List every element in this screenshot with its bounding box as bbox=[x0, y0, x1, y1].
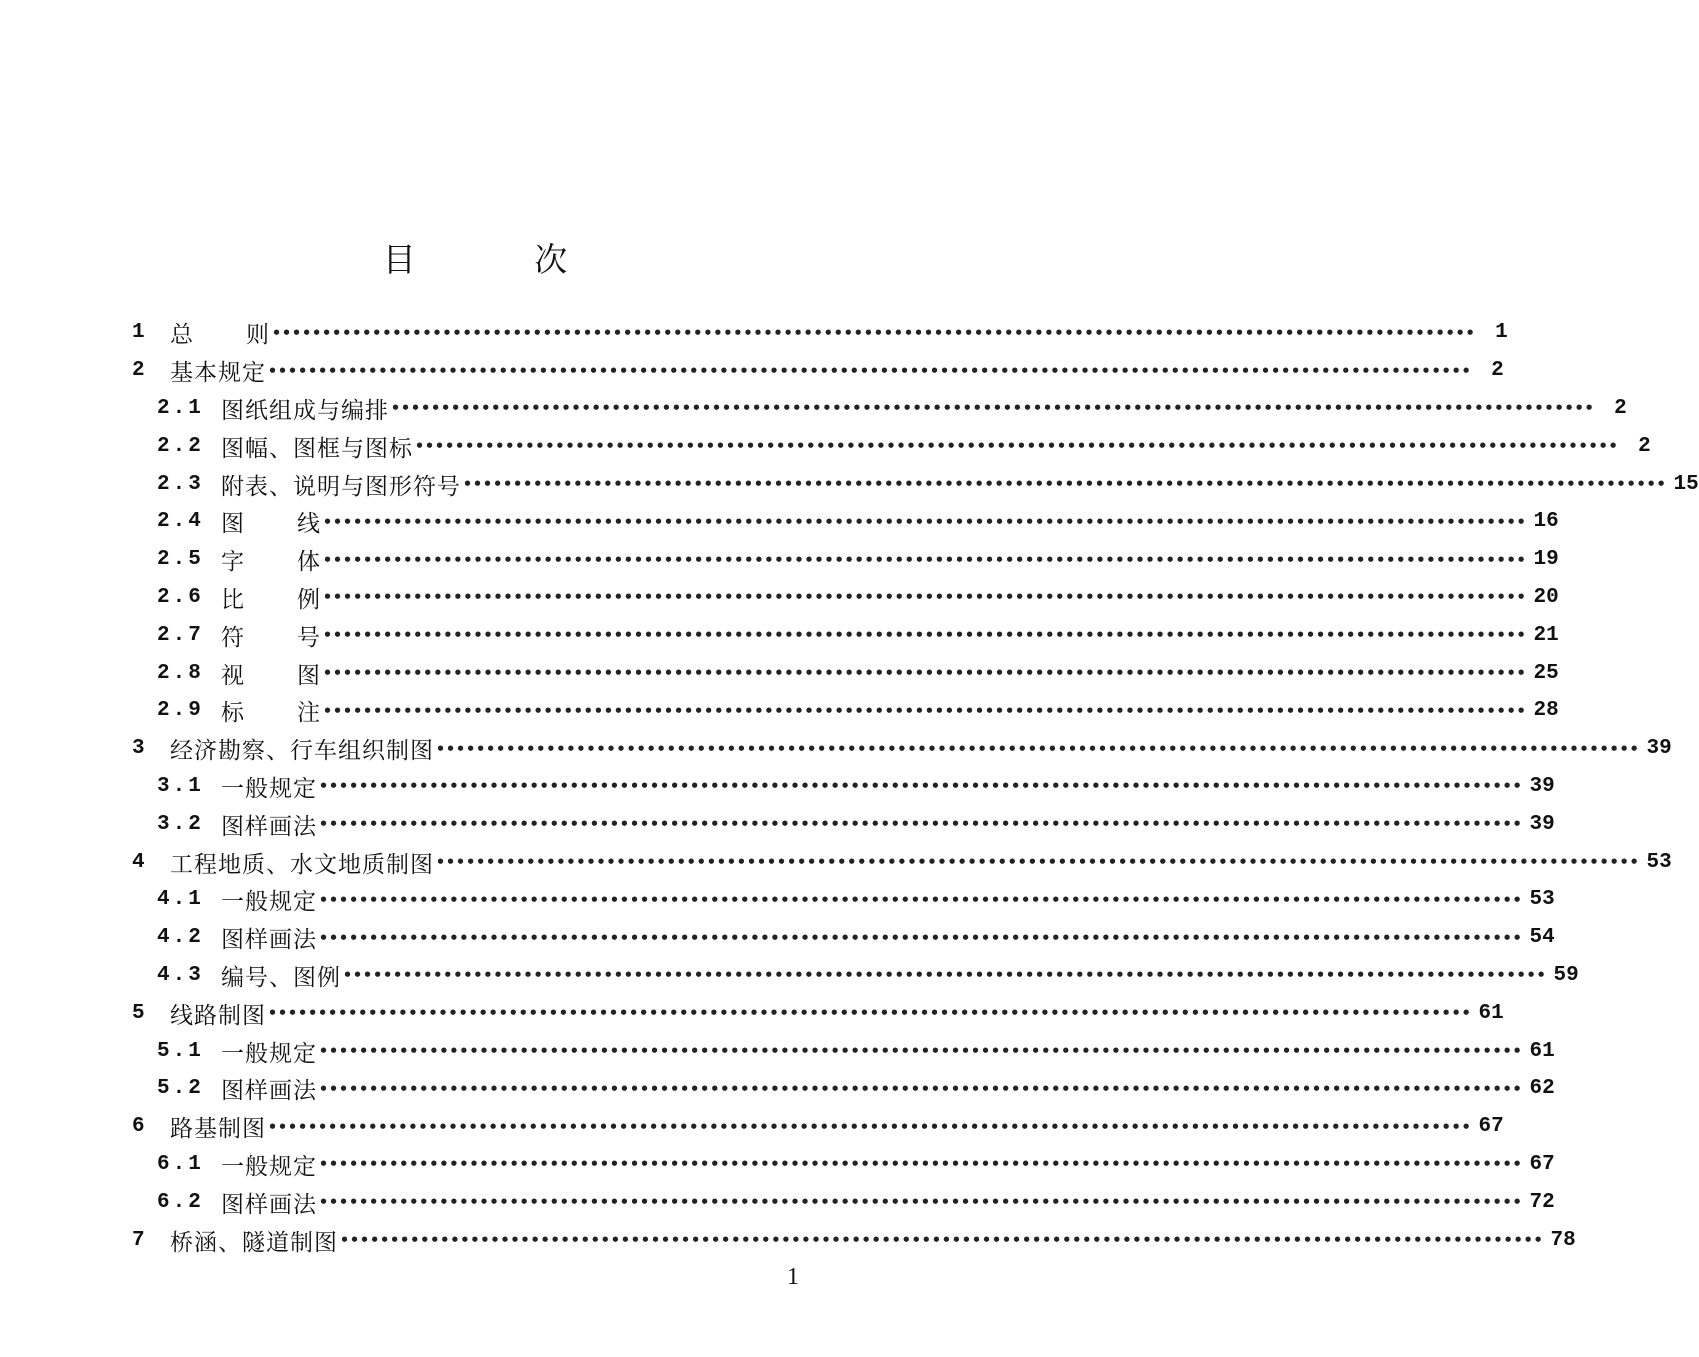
toc-entry-number: 3.2 bbox=[157, 812, 204, 836]
toc-leader-dots: •••••••••••••••••••••••••••••••••••••••••••••••••••••••••••••••••••••••••••••••••••••••••••••••••••••••••••••••••••••••• bbox=[319, 1193, 1523, 1212]
toc-entry-page: 19 bbox=[1533, 548, 1559, 572]
toc-entry-number: 6.2 bbox=[157, 1190, 204, 1214]
toc-entry-page: 39 bbox=[1529, 812, 1555, 836]
toc-entry-number: 5 bbox=[132, 1001, 148, 1025]
toc-leader-dots: •••••••••••••••••••••••••••••••••••••••••••••••••••••••••••••••••••••••••••••••••••••••••••••••••••••••••••••••••••••••• bbox=[323, 588, 1527, 607]
toc-entry-title: 视 图 bbox=[221, 662, 321, 689]
toc-leader-dots: •••••••••••••••••••••••••••••••••••••••••••••••••••••••••••••••••••••••••••••••••••••••••••••••••••••••••••••••••••••••• bbox=[319, 890, 1523, 909]
toc-entry-title: 图幅、图框与图标 bbox=[221, 435, 413, 462]
toc-leader-dots: •••••••••••••••••••••••••••••••••••••••••••••••••••••••••••••••••••••••••••••••••••••••••••••••••••••••••••••••••••••••• bbox=[323, 550, 1527, 569]
toc-entry[interactable] bbox=[132, 352, 1504, 390]
toc-entry-number: 3 bbox=[132, 737, 148, 761]
toc-entry-page: 15 bbox=[1673, 472, 1699, 496]
toc-entry-page: 54 bbox=[1529, 926, 1555, 950]
toc-entry[interactable] bbox=[132, 692, 1559, 730]
toc-entry-page: 25 bbox=[1533, 661, 1559, 685]
page-number: 1 bbox=[787, 1264, 799, 1290]
toc-entry-title: 标 注 bbox=[221, 700, 321, 727]
toc-entry-title: 线路制图 bbox=[170, 1002, 266, 1029]
toc-entry-page: 20 bbox=[1533, 585, 1559, 609]
toc-entry-number: 4.3 bbox=[157, 963, 204, 987]
toc-entry-title: 编号、图例 bbox=[221, 964, 341, 991]
toc-entry-number: 2.8 bbox=[157, 661, 204, 685]
toc-entry-page: 16 bbox=[1533, 510, 1559, 534]
toc-entry-number: 2 bbox=[132, 359, 148, 383]
toc-entry-page: 2 bbox=[1638, 434, 1651, 458]
toc-entry[interactable] bbox=[132, 1108, 1504, 1146]
toc-entry[interactable] bbox=[132, 1032, 1555, 1070]
toc-entry-page: 67 bbox=[1478, 1115, 1504, 1139]
toc-entry[interactable] bbox=[132, 616, 1559, 654]
toc-entry-page: 62 bbox=[1529, 1077, 1555, 1101]
toc-entry-page: 2 bbox=[1614, 396, 1627, 420]
toc-entry-title: 总 则 bbox=[170, 322, 270, 349]
toc-entry-title: 一般规定 bbox=[221, 1153, 317, 1180]
toc-entry-title: 经济勘察、行车组织制图 bbox=[170, 738, 434, 765]
toc-entry-title: 附表、说明与图形符号 bbox=[221, 473, 461, 500]
toc-entry-page: 39 bbox=[1646, 737, 1672, 761]
toc-entry-title: 字 体 bbox=[221, 549, 321, 576]
toc-entry-page: 53 bbox=[1646, 850, 1672, 874]
toc-leader-dots: •••••••••••••••••••••••••••••••••••••••••••••••••••••••••••••••••••••••••••••••••••••••••••••••••••••••••••••••••••••••• bbox=[415, 437, 1619, 456]
toc-leader-dots: •••••••••••••••••••••••••••••••••••••••••••••••••••••••••••••••••••••••••••••••••••••••••••••••••••••••••••••••••••••••• bbox=[436, 739, 1640, 758]
toc-entry-page: 61 bbox=[1529, 1039, 1555, 1063]
toc-entry[interactable] bbox=[132, 994, 1504, 1032]
toc-leader-dots: •••••••••••••••••••••••••••••••••••••••••••••••••••••••••••••••••••••••••••••••••••••••••••••••••••••••••••••••••••••••• bbox=[323, 626, 1527, 645]
toc-entry-title: 工程地质、水文地质制图 bbox=[170, 851, 434, 878]
toc-entry-number: 7 bbox=[132, 1228, 148, 1252]
toc-entry-number: 5.1 bbox=[157, 1039, 204, 1063]
toc-entry-page: 72 bbox=[1529, 1190, 1555, 1214]
toc-entry[interactable] bbox=[132, 654, 1559, 692]
toc-leader-dots: •••••••••••••••••••••••••••••••••••••••••••••••••••••••••••••••••••••••••••••••••••••••••••••••••••••••••••••••••••••••• bbox=[340, 1231, 1544, 1250]
toc-entry-page: 2 bbox=[1491, 359, 1504, 383]
toc-leader-dots: •••••••••••••••••••••••••••••••••••••••••••••••••••••••••••••••••••••••••••••••••••••••••••••••••••••••••••••••••••••••• bbox=[268, 361, 1472, 380]
toc-leader-dots: •••••••••••••••••••••••••••••••••••••••••••••••••••••••••••••••••••••••••••••••••••••••••••••••••••••••••••••••••••••••• bbox=[319, 928, 1523, 947]
toc-entry-number: 3.1 bbox=[157, 774, 204, 798]
toc-entry-number: 2.5 bbox=[157, 548, 204, 572]
toc-entry-title: 图样画法 bbox=[221, 1191, 317, 1218]
toc-entry-title: 一般规定 bbox=[221, 1040, 317, 1067]
toc-entry-page: 1 bbox=[1495, 321, 1508, 345]
toc-leader-dots: •••••••••••••••••••••••••••••••••••••••••••••••••••••••••••••••••••••••••••••••••••••••••••••••••••••••••••••••••••••••• bbox=[436, 853, 1640, 872]
toc-entry-number: 6.1 bbox=[157, 1152, 204, 1176]
toc-entry-page: 53 bbox=[1529, 888, 1555, 912]
toc-entry-number: 2.7 bbox=[157, 623, 204, 647]
toc-entry-title: 一般规定 bbox=[221, 889, 317, 916]
toc-entry[interactable] bbox=[132, 881, 1555, 919]
toc-leader-dots: •••••••••••••••••••••••••••••••••••••••••••••••••••••••••••••••••••••••••••••••••••••••••••••••••••••••••••••••••••••••• bbox=[391, 399, 1595, 418]
toc-entry[interactable] bbox=[132, 465, 1699, 503]
toc-entry[interactable] bbox=[132, 314, 1508, 352]
toc-entry-title: 桥涵、隧道制图 bbox=[170, 1229, 338, 1256]
toc-entry-title: 图样画法 bbox=[221, 927, 317, 954]
toc-leader-dots: •••••••••••••••••••••••••••••••••••••••••••••••••••••••••••••••••••••••••••••••••••••••••••••••••••••••••••••••••••••••• bbox=[323, 512, 1527, 531]
toc-leader-dots: •••••••••••••••••••••••••••••••••••••••••••••••••••••••••••••••••••••••••••••••••••••••••••••••••••••••••••••••••••••••• bbox=[463, 475, 1667, 494]
toc-entry-title: 基本规定 bbox=[170, 360, 266, 387]
toc-entry-number: 4.1 bbox=[157, 888, 204, 912]
toc-entry[interactable] bbox=[132, 427, 1651, 465]
toc-entry[interactable] bbox=[132, 1221, 1576, 1259]
toc-leader-dots: •••••••••••••••••••••••••••••••••••••••••••••••••••••••••••••••••••••••••••••••••••••••••••••••••••••••••••••••••••••••• bbox=[343, 966, 1547, 985]
toc-leader-dots: •••••••••••••••••••••••••••••••••••••••••••••••••••••••••••••••••••••••••••••••••••••••••••••••••••••••••••••••••••••••• bbox=[319, 1079, 1523, 1098]
toc-entry-number: 2.4 bbox=[157, 510, 204, 534]
toc-entry[interactable] bbox=[132, 503, 1559, 541]
toc-entry-number: 4.2 bbox=[157, 926, 204, 950]
toc-entry-number: 2.9 bbox=[157, 699, 204, 723]
toc-entry-title: 一般规定 bbox=[221, 775, 317, 802]
toc-entry-number: 1 bbox=[132, 321, 148, 345]
toc-entry[interactable] bbox=[132, 1146, 1555, 1184]
toc-leader-dots: •••••••••••••••••••••••••••••••••••••••••••••••••••••••••••••••••••••••••••••••••••••••••••••••••••••••••••••••••••••••• bbox=[319, 1155, 1523, 1174]
toc-entry[interactable] bbox=[132, 390, 1627, 428]
toc-entry[interactable] bbox=[132, 768, 1555, 806]
toc-entry[interactable] bbox=[132, 919, 1555, 957]
toc-entry-title: 比 例 bbox=[221, 586, 321, 613]
toc-entry-title: 图纸组成与编排 bbox=[221, 397, 389, 424]
toc-leader-dots: •••••••••••••••••••••••••••••••••••••••••••••••••••••••••••••••••••••••••••••••••••••••••••••••••••••••••••••••••••••••• bbox=[319, 1042, 1523, 1061]
toc-entry-page: 39 bbox=[1529, 774, 1555, 798]
toc-entry-page: 21 bbox=[1533, 623, 1559, 647]
toc-entry-page: 61 bbox=[1478, 1001, 1504, 1025]
toc-entry-title: 路基制图 bbox=[170, 1116, 266, 1143]
toc-entry[interactable] bbox=[132, 805, 1555, 843]
toc-entry-number: 2.1 bbox=[157, 396, 204, 420]
toc-entry-number: 2.2 bbox=[157, 434, 204, 458]
toc-entry-page: 67 bbox=[1529, 1152, 1555, 1176]
toc-entry-title: 符 号 bbox=[221, 624, 321, 651]
toc-leader-dots: •••••••••••••••••••••••••••••••••••••••••••••••••••••••••••••••••••••••••••••••••••••••••••••••••••••••••••••••••••••••• bbox=[323, 664, 1527, 683]
toc-entry-number: 5.2 bbox=[157, 1077, 204, 1101]
table-of-contents bbox=[132, 314, 1699, 1259]
toc-entry[interactable] bbox=[132, 1070, 1555, 1108]
toc-entry-page: 59 bbox=[1553, 963, 1579, 987]
toc-leader-dots: •••••••••••••••••••••••••••••••••••••••••••••••••••••••••••••••••••••••••••••••••••••••••••••••••••••••••••••••••••••••• bbox=[323, 701, 1527, 720]
toc-leader-dots: •••••••••••••••••••••••••••••••••••••••••••••••••••••••••••••••••••••••••••••••••••••••••••••••••••••••••••••••••••••••• bbox=[319, 815, 1523, 834]
toc-entry-title: 图 线 bbox=[221, 511, 321, 538]
toc-entry[interactable] bbox=[132, 957, 1579, 995]
toc-entry-number: 4 bbox=[132, 850, 148, 874]
toc-entry-title: 图样画法 bbox=[221, 813, 317, 840]
toc-entry-title: 图样画法 bbox=[221, 1078, 317, 1105]
toc-entry-number: 2.6 bbox=[157, 585, 204, 609]
toc-leader-dots: •••••••••••••••••••••••••••••••••••••••••••••••••••••••••••••••••••••••••••••••••••••••••••••••••••••••••••••••••••••••• bbox=[272, 323, 1476, 342]
toc-entry-page: 78 bbox=[1550, 1228, 1576, 1252]
page-title: 目 次 bbox=[382, 240, 622, 279]
toc-entry[interactable] bbox=[132, 843, 1672, 881]
toc-leader-dots: •••••••••••••••••••••••••••••••••••••••••••••••••••••••••••••••••••••••••••••••••••••••••••••••••••••••••••••••••••••••• bbox=[268, 1004, 1472, 1023]
toc-leader-dots: •••••••••••••••••••••••••••••••••••••••••••••••••••••••••••••••••••••••••••••••••••••••••••••••••••••••••••••••••••••••• bbox=[268, 1117, 1472, 1136]
toc-entry-number: 2.3 bbox=[157, 472, 204, 496]
toc-entry[interactable] bbox=[132, 1183, 1555, 1221]
toc-entry-number: 6 bbox=[132, 1115, 148, 1139]
toc-entry[interactable] bbox=[132, 541, 1559, 579]
toc-leader-dots: •••••••••••••••••••••••••••••••••••••••••••••••••••••••••••••••••••••••••••••••••••••••••••••••••••••••••••••••••••••••• bbox=[319, 777, 1523, 796]
toc-entry[interactable] bbox=[132, 730, 1672, 768]
toc-entry[interactable] bbox=[132, 579, 1559, 617]
toc-entry-page: 28 bbox=[1533, 699, 1559, 723]
